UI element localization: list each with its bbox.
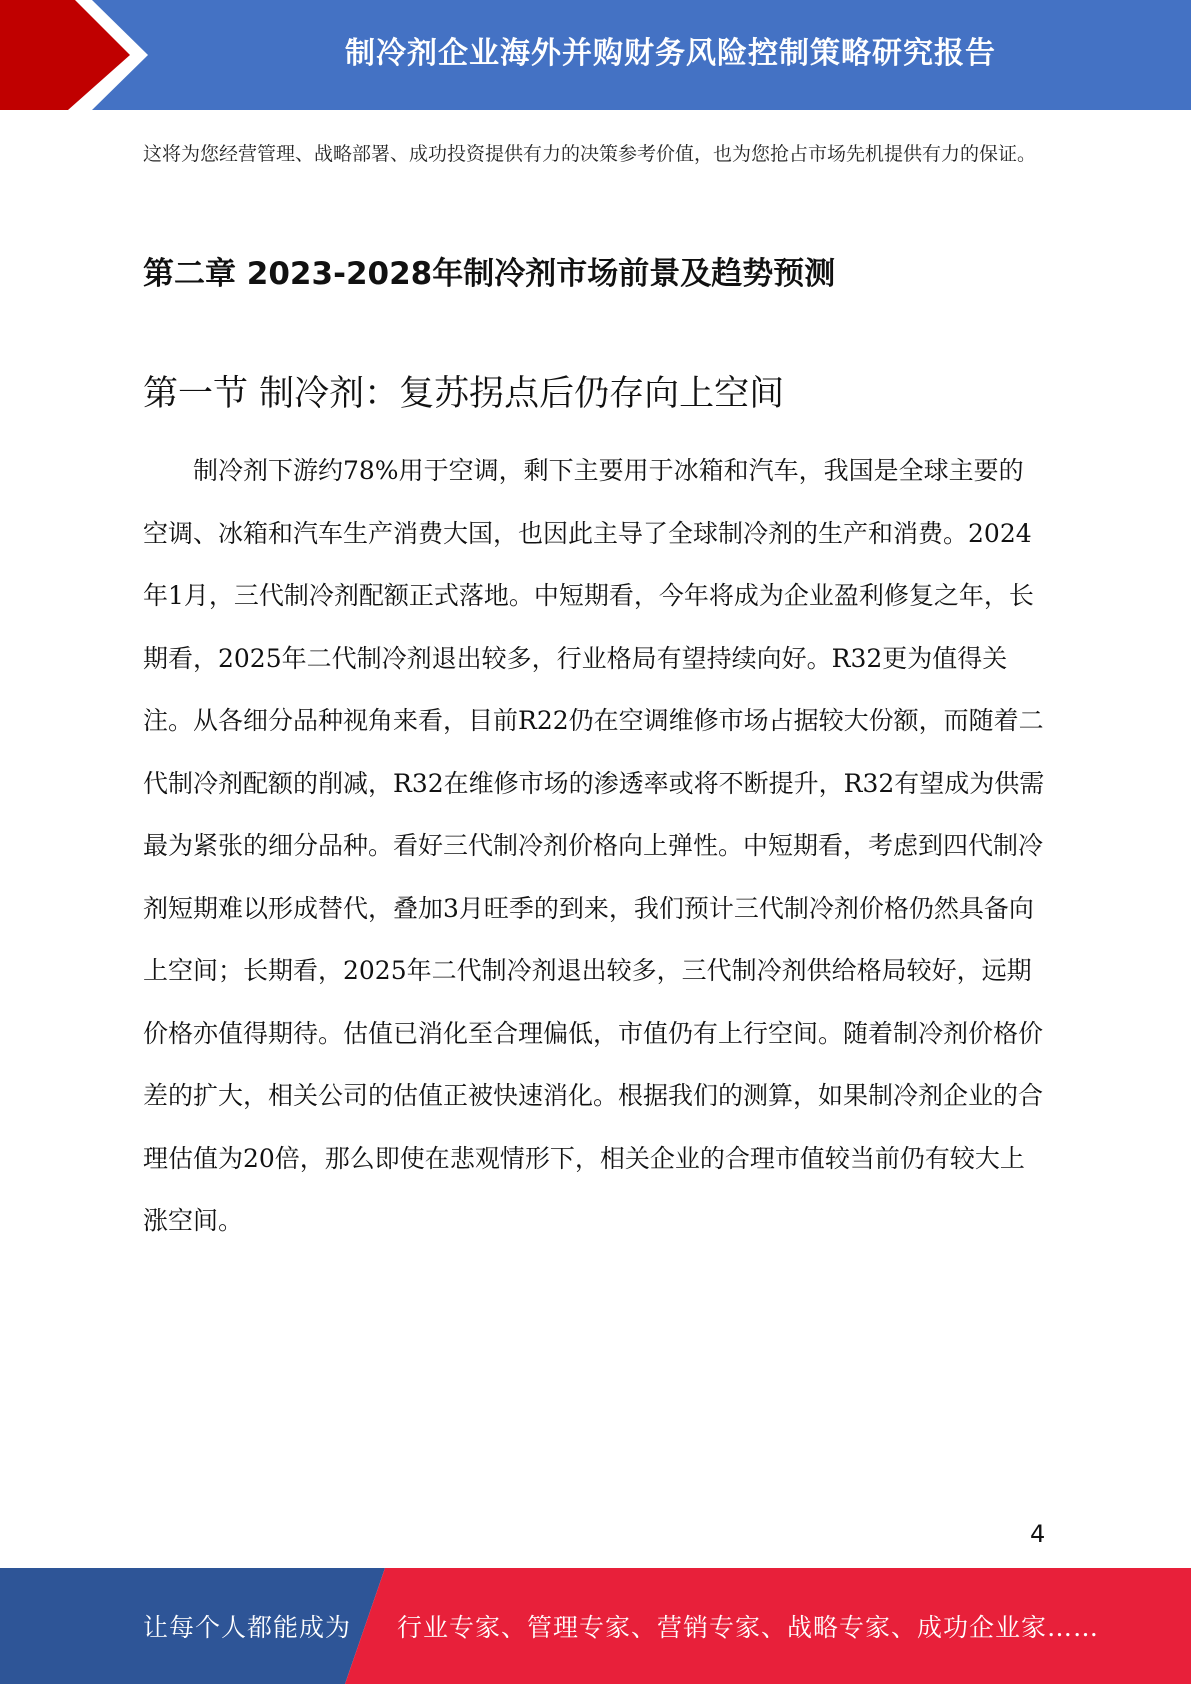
page-number: 4	[1030, 1520, 1046, 1548]
report-title: 制冷剂企业海外并购财务风险控制策略研究报告	[345, 36, 996, 71]
body-paragraph: 制冷剂下游约78%用于空调，剩下主要用于冰箱和汽车，我国是全球主要的空调、冰箱和汽车生产消费大国，也因此主导了全球制冷剂的生产和消费。2024年1月，三代制冷剂配额正式落地。中短期看，今年将成为企业盈利修复之年，长期看，2025年二代制冷剂退出较多，行业格局有望持续向好。R32更为值得关注。从各细分品种视角来看，目前R22仍在空调维修市场占据较大份额，而随着二代制冷剂配额的削减，R32在维修市场的渗透率或将不断提升，R32有望成为供需最为紧张的细分品种。看好三代制冷剂价格向上弹性。中短期看，考虑到四代制冷剂短期难以形成替代，叠加3月旺季的到来，我们预计三代制冷剂价格仍然具备向上空间；长期看，2025年二代制冷剂退出较多，三代制冷剂供给格局较好，远期价格亦值得期待。估值已消化至合理偏低，市值仍有上行空间。随着制冷剂价格价差的扩大，相关公司的估值正被快速消化。根据我们的测算，如果制冷剂企业的合理估值为20倍，那么即使在悲观情形下，相关企业的合理市值较当前仍有较大上涨空间。	[143, 456, 1045, 1235]
footer-slogan-left: 让每个人都能成为	[143, 1613, 352, 1642]
section-heading: 第一节 制冷剂：复苏拐点后仍存向上空间	[143, 374, 785, 414]
footer-slogan-right: 行业专家、管理专家、营销专家、战略专家、成功企业家……	[397, 1613, 1100, 1642]
chapter-heading: 第二章 2023-2028年制冷剂市场前景及趋势预测	[143, 256, 836, 292]
page-header	[0, 0, 1191, 110]
intro-paragraph: 这将为您经营管理、战略部署、成功投资提供有力的决策参考价值，也为您抢占市场先机提供有力的保证。	[143, 143, 1037, 165]
page-footer	[0, 1568, 1191, 1684]
